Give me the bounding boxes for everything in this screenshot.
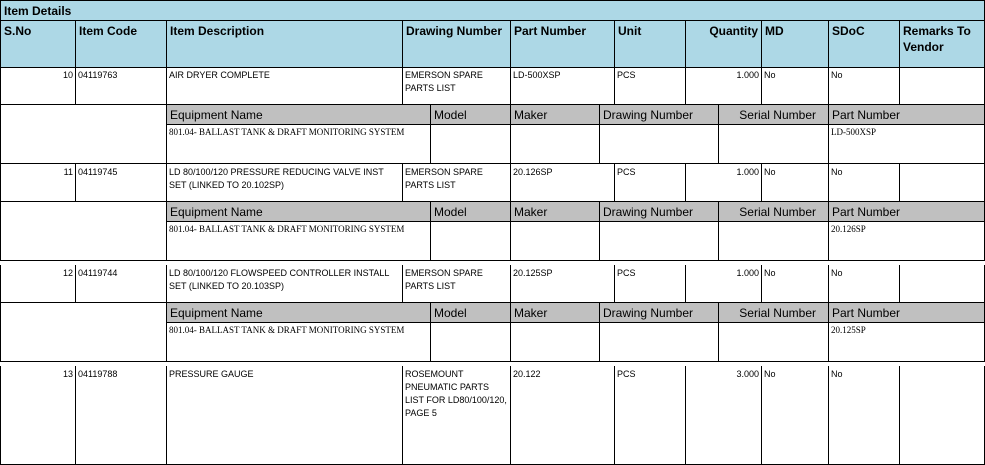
grid-line (166, 104, 167, 163)
equipment-name-cell: 801.04- BALLAST TANK & DRAFT MONITORING SYSTEM (169, 325, 405, 335)
grid-line (0, 0, 1, 20)
grid-line (761, 20, 762, 67)
grid-line (75, 20, 76, 67)
equipment-serial-number-cell (719, 323, 828, 360)
item-remarks-cell (900, 165, 984, 200)
item-part-number-cell: 20.126SP (513, 167, 553, 177)
equipment-col-header-maker: Maker (511, 202, 599, 221)
equipment-col-header-drawing-number: Drawing Number (600, 202, 718, 221)
grid-line (828, 104, 829, 163)
grid-line (899, 20, 900, 67)
grid-line (828, 201, 829, 260)
item-md-cell: No (764, 268, 776, 278)
equipment-maker-cell (511, 222, 599, 259)
grid-line (430, 104, 431, 163)
equipment-col-header-serial-number: Serial Number (719, 105, 828, 124)
grid-line (510, 104, 511, 163)
item-sdoc-cell: No (831, 70, 843, 80)
col-header-quantity: Quantity (709, 24, 758, 38)
equipment-col-header-serial-number: Serial Number (719, 303, 828, 322)
equipment-col-header-equipment-name: Equipment Name (167, 105, 430, 124)
col-header-drawing-number: Drawing Number (406, 24, 503, 38)
grid-line (402, 20, 403, 67)
item-description-cell: LD 80/100/120 PRESSURE REDUCING VALVE INST SET (LINKED TO 20.102SP) (169, 167, 384, 190)
item-drawing-number-cell: EMERSON SPARE PARTS LIST (405, 167, 483, 190)
equipment-col-header-part-number: Part Number (829, 303, 984, 322)
item-sno-cell: 10 (62, 70, 73, 80)
item-part-number-cell: LD-500XSP (513, 70, 561, 80)
item-drawing-number-cell: EMERSON SPARE PARTS LIST (405, 268, 483, 291)
item-drawing-number-cell: EMERSON SPARE PARTS LIST (405, 70, 483, 93)
item-description-cell: LD 80/100/120 FLOWSPEED CONTROLLER INSTALL SET (LINKED TO 20.103SP) (169, 268, 390, 291)
grid-line (685, 20, 686, 67)
item-description-cell: AIR DRYER COMPLETE (169, 70, 270, 80)
item-sdoc-cell: No (831, 268, 843, 278)
grid-line (828, 302, 829, 361)
equipment-col-header-maker: Maker (511, 303, 599, 322)
col-header-remarks: Remarks To Vendor (903, 24, 971, 54)
equipment-header-border (166, 124, 985, 125)
equipment-col-header-model: Model (431, 303, 510, 322)
col-header-unit: Unit (618, 24, 642, 38)
equipment-col-header-equipment-name: Equipment Name (167, 202, 430, 221)
grid-line (166, 302, 167, 361)
grid-line (0, 302, 1, 361)
equipment-col-header-drawing-number: Drawing Number (600, 303, 718, 322)
equipment-row-border (0, 163, 985, 164)
equipment-header-border (166, 221, 985, 222)
equipment-col-header-model: Model (431, 105, 510, 124)
item-quantity-cell: 1.000 (736, 70, 759, 80)
item-md-cell: No (764, 70, 776, 80)
equipment-header-border (166, 322, 985, 323)
equipment-maker-cell (511, 323, 599, 360)
item-item-code-cell: 04119763 (78, 70, 118, 80)
table-top-border (0, 0, 985, 1)
equipment-model-cell (431, 222, 510, 259)
equipment-row-border (0, 260, 985, 261)
item-quantity-cell: 1.000 (736, 167, 759, 177)
item-item-code-cell: 04119745 (78, 167, 118, 177)
equipment-drawing-number-cell (600, 222, 718, 259)
equipment-name-cell: 801.04- BALLAST TANK & DRAFT MONITORING SYSTEM (169, 127, 405, 137)
grid-line (599, 201, 600, 260)
equipment-col-header-drawing-number: Drawing Number (600, 105, 718, 124)
equipment-row-border (0, 361, 985, 362)
item-md-cell: No (764, 167, 776, 177)
item-drawing-number-cell: ROSEMOUNT PNEUMATIC PARTS LIST FOR LD80/100/120, PAGE 5 (405, 369, 507, 418)
item-remarks-cell (900, 266, 984, 301)
equipment-model-cell (431, 323, 510, 360)
grid-line (828, 20, 829, 67)
section-title-divider (0, 20, 985, 21)
item-item-code-cell: 04119744 (78, 268, 118, 278)
grid-line (510, 302, 511, 361)
equipment-col-header-part-number: Part Number (829, 202, 984, 221)
grid-line (0, 104, 1, 163)
equipment-serial-number-cell (719, 222, 828, 259)
equipment-drawing-number-cell (600, 125, 718, 162)
grid-line (718, 302, 719, 361)
equipment-drawing-number-cell (600, 323, 718, 360)
equipment-part-number-cell: LD-500XSP (831, 127, 877, 137)
grid-line (166, 20, 167, 67)
item-unit-cell: PCS (617, 268, 636, 278)
item-sno-cell: 13 (62, 369, 73, 379)
equipment-col-header-model: Model (431, 202, 510, 221)
grid-line (614, 20, 615, 67)
col-header-item-description: Item Description (170, 24, 265, 38)
grid-line (0, 20, 1, 67)
item-part-number-cell: 20.125SP (513, 268, 553, 278)
item-sdoc-cell: No (831, 167, 843, 177)
equipment-col-header-serial-number: Serial Number (719, 202, 828, 221)
col-header-item-code: Item Code (79, 24, 138, 38)
item-remarks-cell (900, 68, 984, 103)
item-md-cell: No (764, 369, 776, 379)
grid-line (599, 104, 600, 163)
grid-line (718, 201, 719, 260)
col-header-sdoc: SDoC (832, 24, 865, 38)
section-title: Item Details (4, 4, 72, 18)
equipment-part-number-cell: 20.125SP (831, 325, 866, 335)
equipment-model-cell (431, 125, 510, 162)
col-header-md: MD (765, 24, 784, 38)
equipment-serial-number-cell (719, 125, 828, 162)
item-sno-cell: 11 (63, 167, 73, 177)
grid-line (510, 20, 511, 67)
grid-line (430, 201, 431, 260)
item-quantity-cell: 1.000 (736, 268, 759, 278)
item-description-cell: PRESSURE GAUGE (169, 369, 254, 379)
grid-line (166, 201, 167, 260)
grid-line (0, 201, 1, 260)
equipment-col-header-part-number: Part Number (829, 105, 984, 124)
grid-line (430, 302, 431, 361)
equipment-part-number-cell: 20.126SP (831, 224, 866, 234)
item-sno-cell: 12 (62, 268, 73, 278)
col-header-sno: S.No (4, 24, 32, 38)
grid-line (599, 302, 600, 361)
equipment-name-cell: 801.04- BALLAST TANK & DRAFT MONITORING SYSTEM (169, 224, 405, 234)
item-item-code-cell: 04119788 (78, 369, 118, 379)
col-header-part-number: Part Number (514, 24, 587, 38)
item-part-number-cell: 20.122 (513, 369, 541, 379)
item-unit-cell: PCS (617, 369, 636, 379)
item-sdoc-cell: No (831, 369, 843, 379)
item-remarks-cell (900, 367, 984, 463)
grid-line (510, 201, 511, 260)
grid-line (718, 104, 719, 163)
item-unit-cell: PCS (617, 167, 636, 177)
item-unit-cell: PCS (617, 70, 636, 80)
equipment-col-header-maker: Maker (511, 105, 599, 124)
equipment-col-header-equipment-name: Equipment Name (167, 303, 430, 322)
item-quantity-cell: 3.000 (736, 369, 759, 379)
equipment-maker-cell (511, 125, 599, 162)
